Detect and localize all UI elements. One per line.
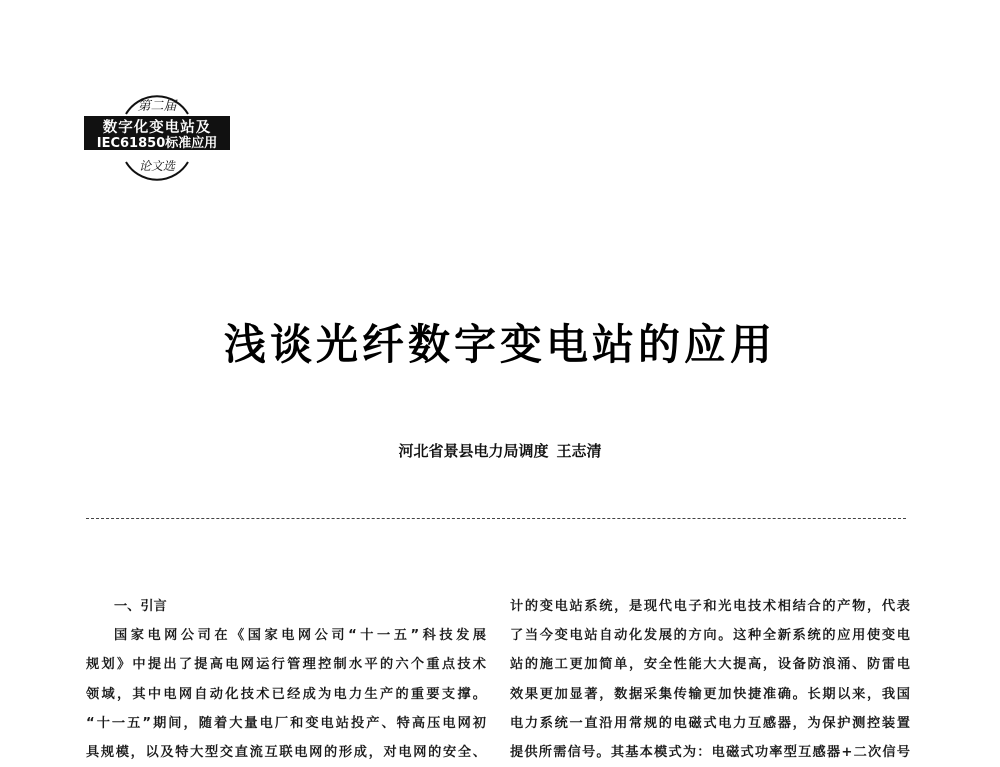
svg-text:IEC61850标准应用: IEC61850标准应用 bbox=[96, 136, 218, 151]
conference-logo bbox=[82, 88, 232, 188]
paragraph-line: 效果更加显著，数据采集传输更加快捷准确。长期以来，我国 bbox=[510, 686, 910, 702]
author-line bbox=[0, 440, 1000, 461]
left-column bbox=[86, 592, 486, 767]
header-divider bbox=[86, 518, 906, 519]
paragraph-line: 站的施工更加简单，安全性能大大提高，设备防浪涌、防雷电 bbox=[510, 657, 910, 673]
paragraph-line: 计的变电站系统，是现代电子和光电技术相结合的产物，代表 bbox=[510, 599, 910, 614]
author-name: 王志清 bbox=[556, 442, 602, 460]
svg-text:第二届: 第二届 bbox=[137, 99, 177, 114]
paragraph-line: 领域，其中电网自动化技术已经成为电力生产的重要支撑。 bbox=[86, 686, 486, 702]
paragraph-line: 具规模，以及特大型交直流互联电网的形成，对电网的安全、 bbox=[86, 744, 486, 760]
paragraph-line: 电力系统一直沿用常规的电磁式电力互感器，为保护测控装置 bbox=[510, 715, 910, 731]
author-unit: 河北省景县电力局调度 bbox=[398, 442, 549, 460]
paragraph-line: 了当今变电站自动化发展的方向。这种全新系统的应用使变电 bbox=[510, 628, 910, 644]
paragraph-line: 规划》中提出了提高电网运行管理控制水平的六个重点技术 bbox=[86, 657, 486, 673]
section-heading: 一、引言 bbox=[114, 599, 167, 614]
paragraph-line: 国家电网公司在《国家电网公司“十一五”科技发展 bbox=[114, 628, 486, 644]
paragraph-line: “十一五”期间，随着大量电厂和变电站投产、特高压电网初 bbox=[86, 715, 486, 731]
article-title: 浅谈光纤数字变电站的应用 bbox=[223, 320, 776, 369]
paragraph-line: 提供所需信号。其基本模式为：电磁式功率型互感器+二次信号 bbox=[510, 744, 910, 760]
svg-text:数字化变电站及: 数字化变电站及 bbox=[102, 120, 212, 136]
svg-text:论文选: 论文选 bbox=[138, 159, 176, 173]
right-column bbox=[510, 592, 910, 767]
